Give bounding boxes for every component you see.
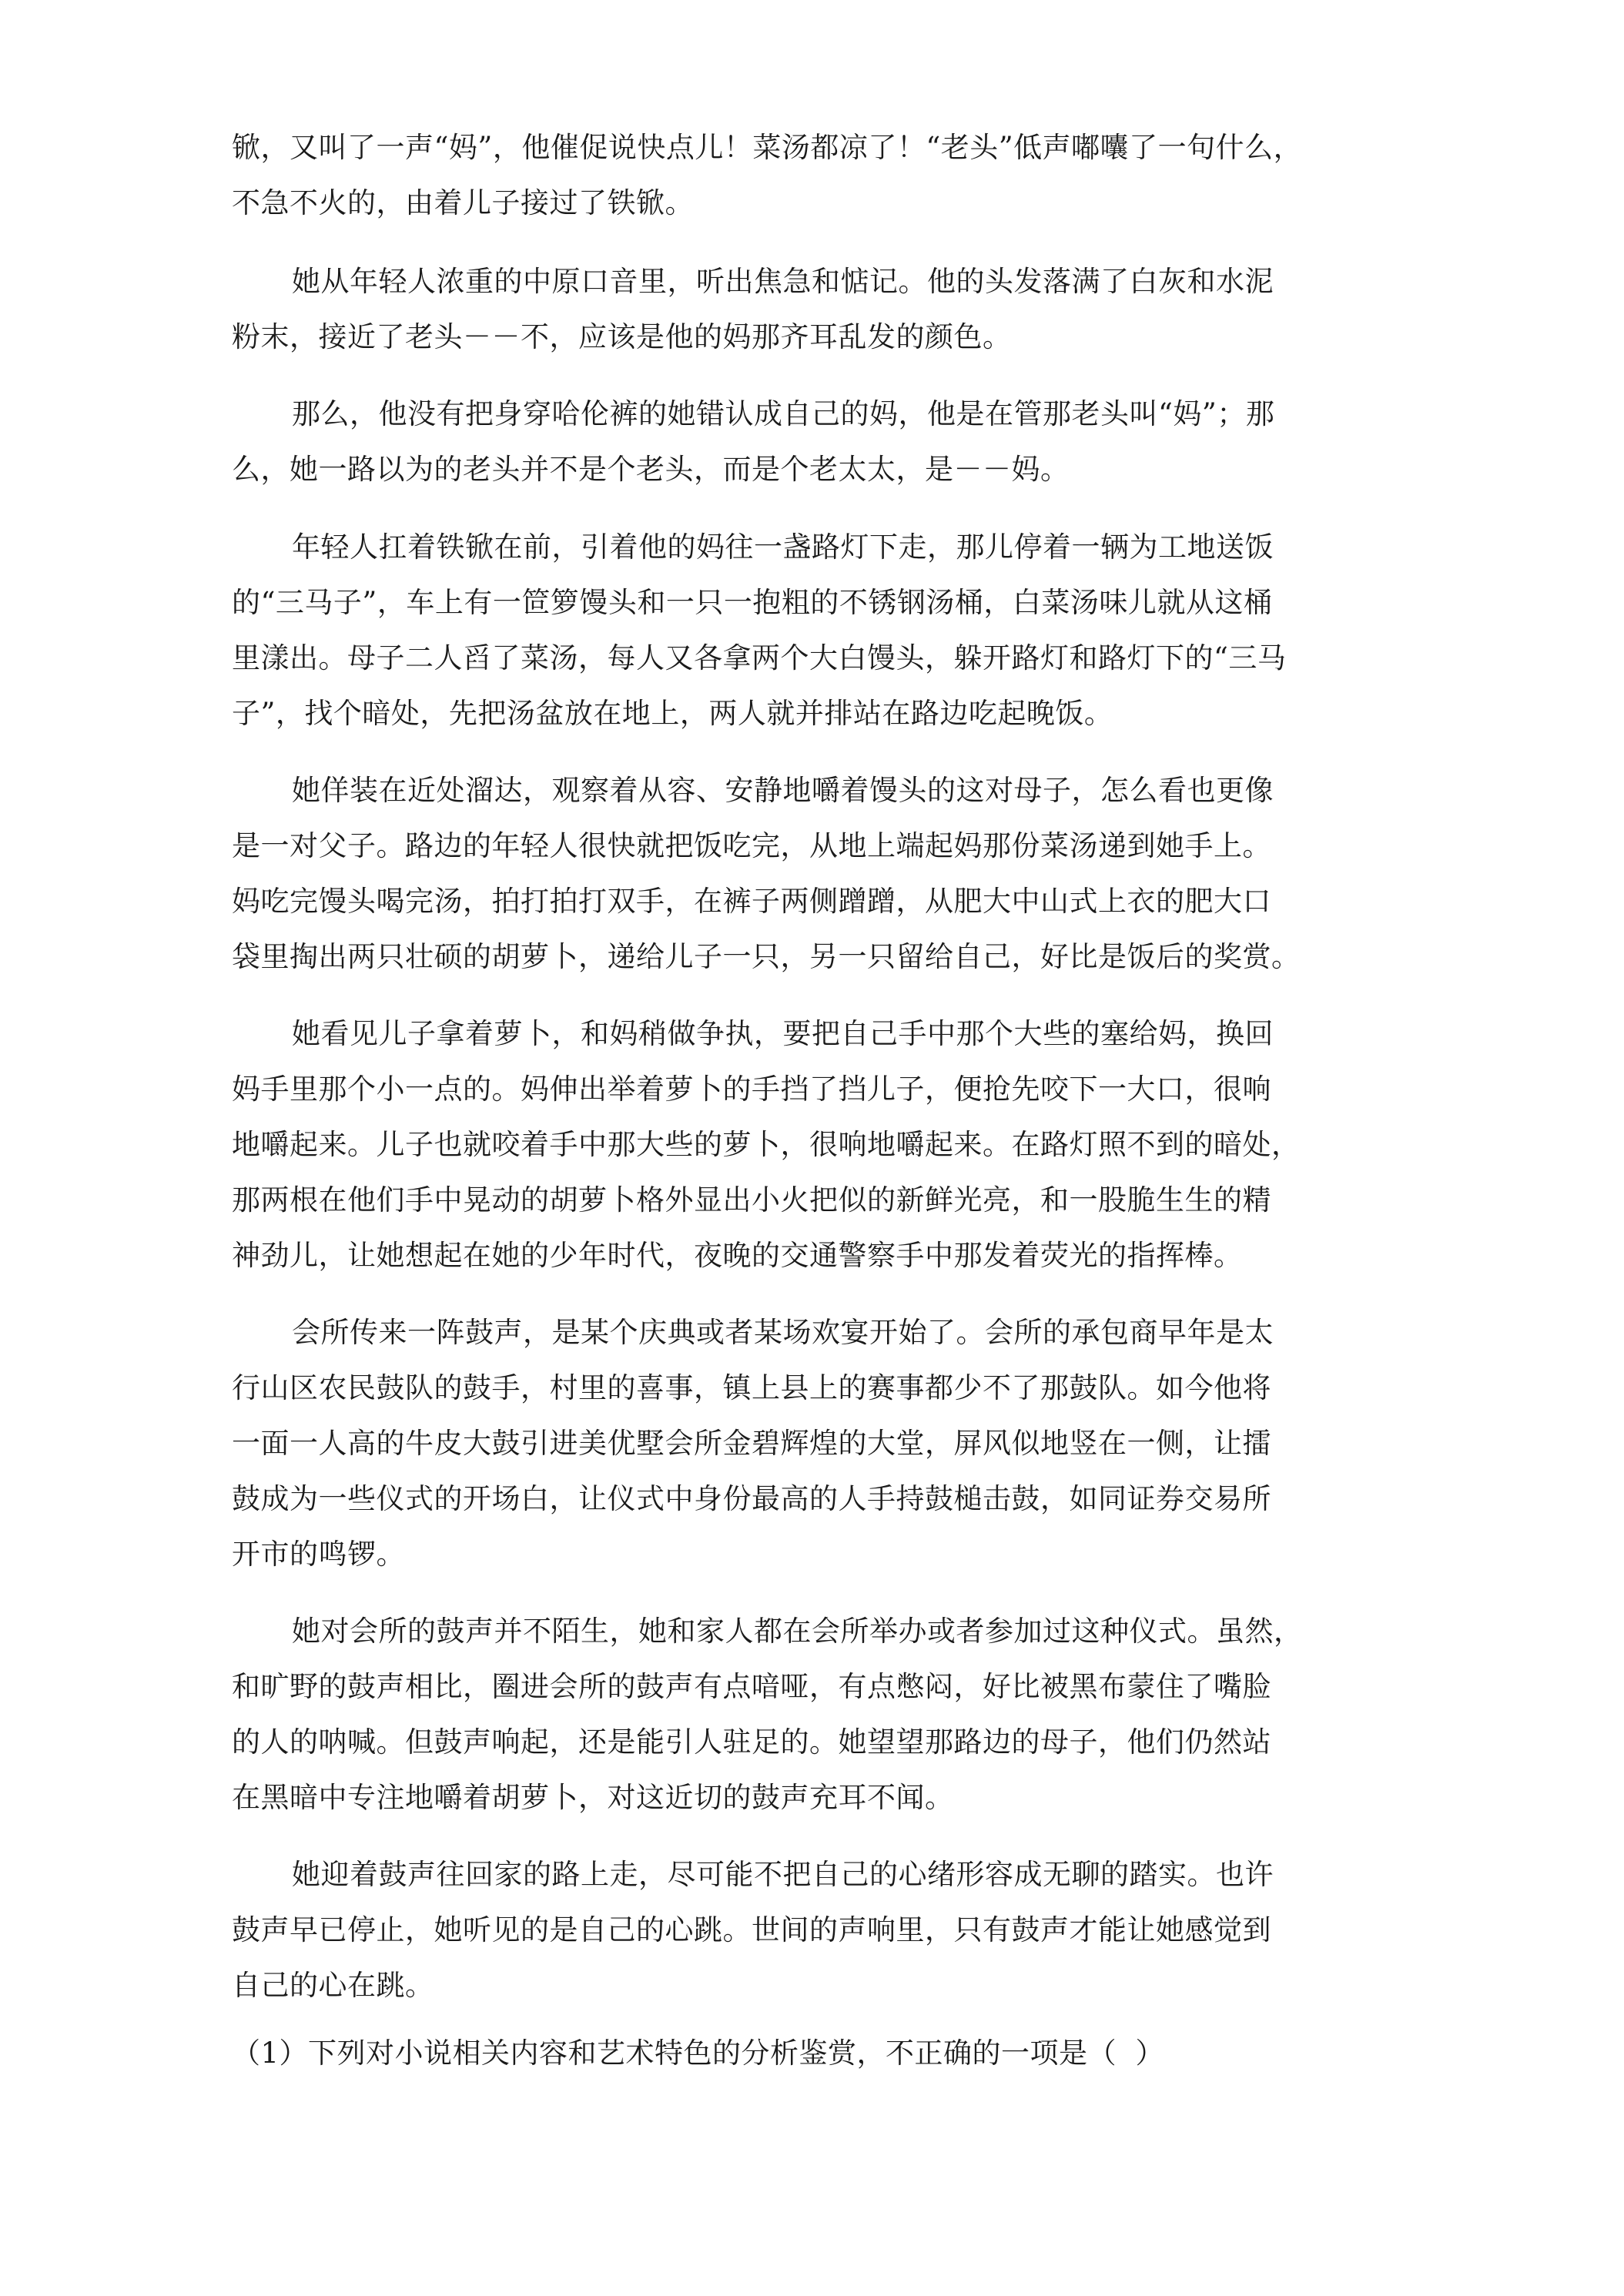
text-line: 她看见儿子拿着萝卜，和妈稍做争执，要把自己手中那个大些的塞给妈，换回 [292, 1017, 1274, 1050]
text-line: 鼓声早已停止，她听见的是自己的心跳。世间的声响里，只有鼓声才能让她感觉到 [232, 1913, 1271, 1946]
text-line: 的人的呐喊。但鼓声响起，还是能引人驻足的。她望望那路边的母子，他们仍然站 [232, 1725, 1271, 1759]
text-line: 不急不火的，由着儿子接过了铁锨。 [232, 186, 694, 219]
text-line: 妈手里那个小一点的。妈伸出举着萝卜的手挡了挡儿子，便抢先咬下一大口，很响 [232, 1073, 1271, 1106]
text-line: 她从年轻人浓重的中原口音里，听出焦急和惦记。他的头发落满了白灰和水泥 [292, 265, 1274, 298]
text-line: 么，她一路以为的老头并不是个老头，而是个老太太，是－－妈。 [232, 453, 1070, 486]
text-line: 神劲儿，让她想起在她的少年时代，夜晚的交通警察手中那发着荧光的指挥棒。 [232, 1239, 1243, 1272]
text-line: 是一对父子。路边的年轻人很快就把饭吃完，从地上端起妈那份菜汤递到她手上。 [232, 829, 1271, 862]
text-line: 妈吃完馒头喝完汤，拍打拍打双手，在裤子两侧蹭蹭，从肥大中山式上衣的肥大口 [232, 885, 1271, 918]
text-line: 她迎着鼓声往回家的路上走，尽可能不把自己的心绪形容成无聊的踏实。也许 [292, 1858, 1274, 1891]
text-line: 开市的鸣锣。 [232, 1538, 405, 1571]
text-line: 她佯装在近处溜达，观察着从容、安静地嚼着馒头的这对母子，怎么看也更像 [292, 774, 1274, 807]
text-line: 锨，又叫了一声“妈”，他催促说快点儿！菜汤都凉了！“老头”低声嘟囔了一句什么， [232, 131, 1303, 164]
text-line: 里漾出。母子二人舀了菜汤，每人又各拿两个大白馒头，躲开路灯和路灯下的“三马 [232, 641, 1287, 674]
text-line: 地嚼起来。儿子也就咬着手中那大些的萝卜，很响地嚼起来。在路灯照不到的暗处， [232, 1128, 1301, 1161]
text-line: 的“三马子”，车上有一笸箩馒头和一只一抱粗的不锈钢汤桶，白菜汤味儿就从这桶 [232, 586, 1273, 619]
text-line: 年轻人扛着铁锨在前，引着他的妈往一盏路灯下走，那儿停着一辆为工地送饭 [292, 530, 1274, 564]
question-prompt: （1）下列对小说相关内容和艺术特色的分析鉴赏，不正确的一项是（ ） [232, 2037, 1165, 2070]
text-line: 那么，他没有把身穿哈伦裤的她错认成自己的妈，他是在管那老头叫“妈”；那 [292, 397, 1275, 430]
text-line: 行山区农民鼓队的鼓手，村里的喜事，镇上县上的赛事都少不了那鼓队。如今他将 [232, 1371, 1271, 1404]
text-line: 她对会所的鼓声并不陌生，她和家人都在会所举办或者参加过这种仪式。虽然， [292, 1615, 1303, 1648]
text-line: 鼓成为一些仪式的开场白，让仪式中身份最高的人手持鼓槌击鼓，如同证券交易所 [232, 1482, 1271, 1515]
text-line: 那两根在他们手中晃动的胡萝卜格外显出小火把似的新鲜光亮，和一股脆生生的精 [232, 1183, 1271, 1217]
text-line: 在黑暗中专注地嚼着胡萝卜，对这近切的鼓声充耳不闻。 [232, 1781, 954, 1814]
text-line: 粉末，接近了老头－－不，应该是他的妈那齐耳乱发的颜色。 [232, 320, 1012, 353]
text-line: 袋里掏出两只壮硕的胡萝卜，递给儿子一只，另一只留给自己，好比是饭后的奖赏。 [232, 940, 1301, 973]
text-line: 会所传来一阵鼓声，是某个庆典或者某场欢宴开始了。会所的承包商早年是太 [292, 1316, 1274, 1349]
text-line: 自己的心在跳。 [232, 1969, 434, 2002]
text-line: 一面一人高的牛皮大鼓引进美优墅会所金碧辉煌的大堂，屏风似地竖在一侧，让擂 [232, 1427, 1271, 1460]
text-line: 子”，找个暗处，先把汤盆放在地上，两人就并排站在路边吃起晚饭。 [232, 697, 1113, 730]
text-line: 和旷野的鼓声相比，圈进会所的鼓声有点喑哑，有点憋闷，好比被黑布蒙住了嘴脸 [232, 1670, 1271, 1703]
